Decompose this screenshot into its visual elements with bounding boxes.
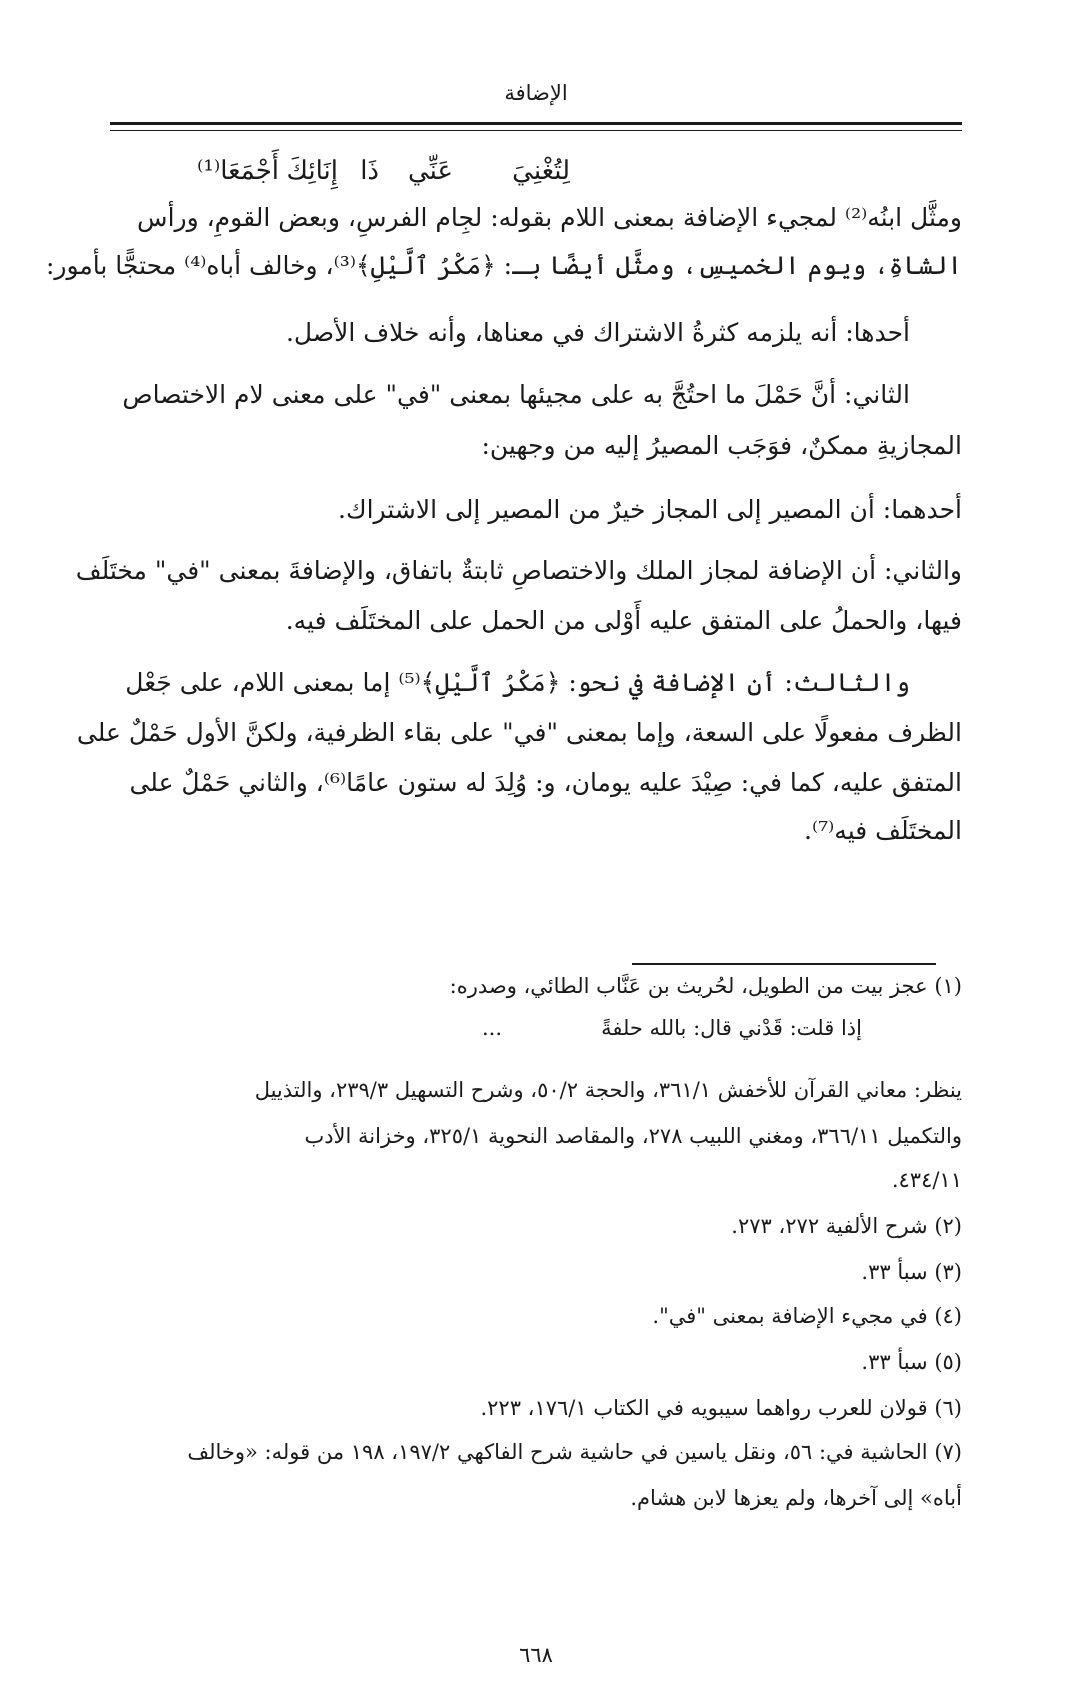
page-header-title: الإضافة [504, 81, 568, 105]
verse-word: أَجْمَعَا⁽¹⁾ [196, 156, 279, 186]
body-line: الظرف مفعولًا على السعة، وإما بمعنى "في" على بقاء الظرفية، ولكنَّ الأول حَمْلٌ على [76, 718, 962, 747]
footnote-line: (٥) سبأ ٣٣. [861, 1350, 962, 1374]
footnote-verse-hemistich: إذا قلت: قَدْني قال: بالله حلفةً [601, 1016, 862, 1040]
poetry-verse [110, 152, 962, 190]
footnote-line: (٦) قولان للعرب رواهما سيبويه في الكتاب ١٧٦/١، ٢٢٣. [480, 1396, 962, 1420]
body-line: ومثَّل ابنُه⁽²⁾ لمجيء الإضافة بمعنى اللام بقوله: لجِام الفرسِ، وبعض القومِ، ورأس [137, 203, 962, 232]
footnote-line: أباه» إلى آخرها، ولم يعزها لابن هشام. [630, 1486, 962, 1510]
body-line: أحدهما: أن المصير إلى المجاز خيرٌ من المصير إلى الاشتراك. [338, 495, 962, 524]
body-line: الشاةِ، ويوم الخميسِ، ومثَّل أيضًا بـ: ﴿مَكْرُ ٱلَّيْلِ﴾⁽³⁾، وخالف أباه⁽⁴⁾ محتجًّا بأمور: [45, 251, 962, 280]
verse-word: لِتُغْنِيَ [512, 156, 570, 186]
body-line: الثاني: أنَّ حَمْلَ ما احتُجَّ به على مجيئها بمعنى "في" على معنى لام الاختصاص [122, 380, 910, 409]
body-line: المختَلَف فيه⁽⁷⁾. [804, 816, 962, 845]
footnote-line: ينظر: معاني القرآن للأخفش ٣٦١/١، والحجة ٥٠/٢، وشرح التسهيل ٢٣٩/٣، والتذييل [254, 1078, 962, 1102]
header-rule-thick [110, 122, 962, 125]
body-line: والثاني: أن الإضافة لمجاز الملك والاختصاصِ ثابتةٌ باتفاق، والإضافةَ بمعنى "في" مختَلَف [75, 556, 962, 585]
footnote-verse-ellipsis: ... [481, 1016, 502, 1040]
footnote-separator [632, 963, 936, 965]
footnote-line: والتكميل ٣٦٦/١١، ومغني اللبيب ٢٧٨، والمقاصد النحوية ٣٢٥/١، وخزانة الأدب [304, 1124, 962, 1148]
body-line: المتفق عليه، كما في: صِيْدَ عليه يومان، و: وُلِدَ له ستون عامًا⁽⁶⁾، والثاني حَمْلٌ على [129, 768, 962, 797]
footnote-line: (٧) الحاشية في: ٥٦، ونقل ياسين في حاشية شرح الفاكهي ١٩٧/٢، ١٩٨ من قوله: «وخالف [187, 1440, 962, 1464]
verse-word: إِنَائِكَ [286, 156, 338, 186]
footnote-line: (١) عجز بيت من الطويل، لحُريث بن عَنَّاب الطائي، وصدره: [449, 974, 962, 998]
verse-word: عَنِّي [407, 156, 453, 186]
body-line: المجازيةِ ممكنٌ، فوَجَب المصيرُ إليه من وجهين: [481, 431, 962, 460]
footnote-line: ٤٣٤/١١. [891, 1168, 962, 1192]
footnote-line: (٤) في مجيء الإضافة بمعنى "في". [652, 1304, 962, 1328]
body-line: والثالث: أن الإضافة في نحو: ﴿مَكْرُ ٱلَّيْلِ﴾⁽⁵⁾ إما بمعنى اللام، على جَعْل [125, 668, 910, 697]
body-line: فيها، والحملُ على المتفق عليه أَوْلى من الحمل على المختَلَف فيه. [285, 606, 962, 635]
page-number: ٦٦٨ [519, 1643, 553, 1667]
verse-word: ذَا [360, 156, 379, 186]
body-line: أحدها: أنه يلزمه كثرةُ الاشتراك في معناها، وأنه خلاف الأصل. [285, 318, 910, 347]
footnote-verse [110, 1010, 962, 1046]
footnote-line: (٢) شرح الألفية ٢٧٢، ٢٧٣. [731, 1214, 962, 1238]
footnote-line: (٣) سبأ ٣٣. [861, 1260, 962, 1284]
header-rule-thin [110, 130, 962, 131]
